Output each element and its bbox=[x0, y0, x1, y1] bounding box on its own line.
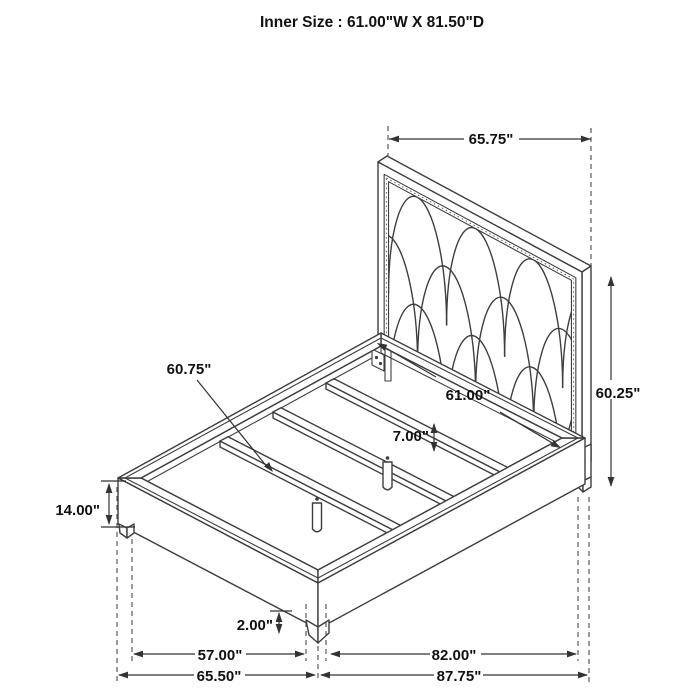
dim-label-footboard-outer-width: 65.50" bbox=[196, 668, 242, 685]
dim-label-foot-height: 2.00" bbox=[236, 617, 273, 634]
dim-label-center-leg-height: 7.00" bbox=[392, 428, 429, 445]
screw-dot bbox=[386, 456, 390, 460]
dimension-foot-height bbox=[237, 611, 292, 634]
dimension-side-span bbox=[330, 647, 577, 664]
dim-label-footboard-span: 57.00" bbox=[197, 647, 243, 664]
screw-dot bbox=[315, 497, 319, 501]
dim-label-headboard-width: 65.75" bbox=[468, 131, 514, 148]
dim-label-rail-height: 14.00" bbox=[55, 502, 100, 519]
dimension-footboard-outer-width bbox=[118, 668, 316, 685]
dimension-outer-depth bbox=[320, 668, 588, 685]
dimension-footboard-span bbox=[133, 647, 305, 664]
dim-label-headboard-height: 60.25" bbox=[595, 385, 641, 402]
dim-label-slat-length: 60.75" bbox=[166, 361, 212, 378]
dim-label-outer-depth: 87.75" bbox=[436, 668, 482, 685]
dim-label-inner-width: 61.00" bbox=[445, 387, 491, 404]
dimension-headboard-width bbox=[389, 131, 591, 148]
dimension-headboard-height bbox=[596, 276, 641, 487]
inner-size-title: Inner Size : 61.00"W X 81.50"D bbox=[259, 14, 485, 31]
dim-label-side-span: 82.00" bbox=[431, 647, 477, 664]
